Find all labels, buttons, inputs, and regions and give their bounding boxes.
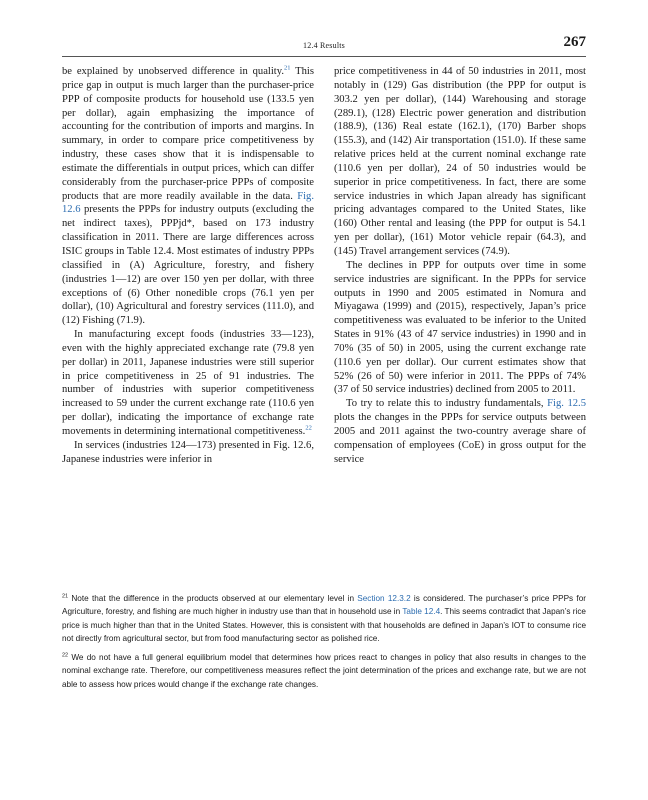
left-paragraph-3: In services (industries 124—173) presented in Fig. 12.6, Japanese industries were inferior in [62, 439, 314, 465]
left-p2-text: In manufacturing except foods (industries 33—123), even with the highly appreciated exchange rate (79.8 yen per dollar) in 2011, Japanese industries were still superior in price competitiveness in 25 of 91 industries. The number of industries with superior competitiveness increased to 59 under the current exchange rate (110.6 yen per dollar), indicating the importance of exchange rate movements in determining international competitiveness. [62, 329, 314, 437]
left-p1-text-b: This price gap in output is much larger than the purchaser-price PPP of composite products for household use (133.5 yen per dollar), again emphasizing the importance of accounting for the contribution of imports and margins. In summary, in order to compare price competitiveness by industry, these cases show that it is indispensable to estimate the differentials in output prices, which can differ considerably from the purchaser-price PPPs of composite products that are more readily available in the data. [62, 66, 314, 202]
left-p1-text-a: be explained by unobserved difference in quality. [62, 66, 285, 77]
footnote-21-text-b: is considered. The purchaser’s price PPPs for Agriculture, forestry, and fishing are much higher in industry use than that in household use in [62, 594, 586, 617]
footnotes [62, 592, 586, 697]
footnote-22-text: We do not have a full general equilibrium model that determines how prices react to changes in policy that also results in changes to the nominal exchange rate. Therefore, our competitiveness measures reflect the joint determination of the prices and exchange rate, but we are not able to assess how prices would change if the exchange rate changes. [62, 653, 586, 689]
figure-link-12-5[interactable]: Fig. 12.5 [547, 398, 586, 410]
left-p1-text-c: presents the PPPs for industry outputs (excluding the net indirect taxes), PPPjd*, based on 173 industry classification in 2011. There are large differences across ISIC groups in Table 12.4. Most estimates of industry PPPs classified in (A) Agriculture, forestry, and fishery (industries 1—12) are over 150 yen per dollar, with three exceptions of (6) Other nonedible crops (76.1 yen per dollar), (10) Agricultural and forestry services (111.0), and (12) Fishing (71.9). [62, 204, 314, 327]
page-number: 267 [563, 34, 586, 50]
footnote-21 [62, 592, 586, 645]
section-link-12-3-2[interactable]: Section 12.3.2 [357, 594, 411, 603]
footnote-22-mark: 22 [62, 652, 69, 659]
footnote-ref-21[interactable]: 21 [284, 64, 291, 72]
right-p3-text-b: plots the changes in the PPPs for service outputs between 2005 and 2011 against the two-country average share of compensation of employees (CoE) in gross output for the service [334, 412, 586, 465]
right-paragraph-2: The declines in PPP for outputs over time in some service industries are significant. In the PPPs for service outputs in 1990 and 2005 estimated in Nomura and Miyagawa (1999) and (2015), respectively, Japan’s price competitiveness was evaluated to be inferior to the United States in 91% (43 of 47 service industries) in 1990 and in 70% (35 of 50) in 2005, using the current exchange rate (110.6 yen per dollar). Our current estimates show that 52% (26 of 50) were inferior in 2011. The PPPs of 74% (37 of 50 service industries) declined from 2005 to 2011. [334, 259, 586, 396]
footnote-21-text-a: Note that the difference in the products observed at our elementary level in [68, 594, 358, 603]
header-rule [62, 56, 586, 57]
figure-link-12-6[interactable]: Fig. 12.6 [62, 190, 314, 216]
footnote-21-text-c: . This seems contradict that Japan’s rice price is much higher than that in the United States. However, this is consistent with that households are defined in Japan’s IOT to consume rice not directly from agricultural sector, but from food manufacturing sector as polished rice. [62, 607, 586, 643]
footnote-21-mark: 21 [62, 593, 69, 600]
right-p3-text-a: To try to relate this to industry fundamentals, [346, 398, 548, 410]
left-paragraph-2 [62, 328, 314, 439]
right-column [334, 65, 586, 466]
right-paragraph-1: price competitiveness in 44 of 50 industries in 2011, most notably in (129) Gas distribution (the PPP for output is 303.2 yen per dollar), (144) Warehousing and storage (289.1), (128) Electric power generation and distribution (188.9), (136) Real estate (162.1), (170) Barber shops (155.3), and (142) Air transportation (151.0). If these same relative prices held at the current nominal exchange rate (110.6 yen per dollar), 24 of 50 industries would be superior in price competitiveness. In fact, there are some service industries in which Japan already has significant pricing advantages compared to the United States, like (160) Other rental and leasing (the PPP for output is 54.1 yen per dollar), (161) Motor vehicle repair (64.3), and (145) Travel arrangement services (74.9). [334, 66, 586, 257]
table-link-12-4[interactable]: Table 12.4 [402, 607, 441, 617]
footnote-22 [62, 651, 586, 691]
right-paragraph-3 [334, 397, 586, 466]
running-head: 12.4 Results [303, 41, 345, 50]
left-paragraph-1 [62, 65, 314, 328]
left-column [62, 65, 314, 466]
footnote-ref-22[interactable]: 22 [305, 424, 312, 432]
